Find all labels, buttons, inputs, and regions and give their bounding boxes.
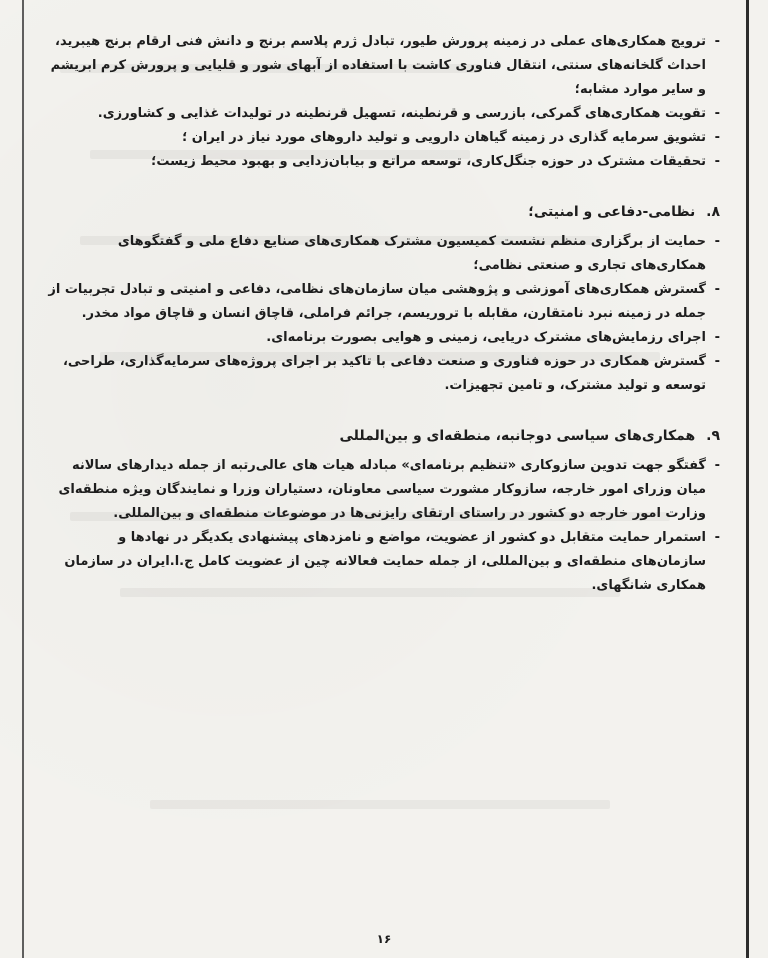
- bullet-dash: -: [714, 154, 720, 169]
- list-item-text: تقویت همکاری‌های گمرکی، بازرسی و قرنطینه، تسهیل قرنطینه در تولیدات غذایی و کشاورزی.: [97, 106, 706, 121]
- list-item: [40, 126, 720, 150]
- page-number: ۱۶: [376, 932, 392, 946]
- section-8-list: [40, 230, 720, 398]
- bullet-dash: -: [714, 530, 720, 545]
- bullet-dash: -: [714, 106, 720, 121]
- bullet-dash: -: [714, 282, 720, 297]
- list-item-text: حمایت از برگزاری منظم نشست کمیسیون مشترک همکاری‌های صنایع دفاع ملی و گفتگوهای همکاری‌های تجاری و صنعتی نظامی؛: [117, 234, 706, 273]
- bullet-dash: -: [714, 354, 720, 369]
- section-number: ۹.: [706, 428, 720, 444]
- right-margin-rule: [746, 0, 749, 958]
- list-item-text: اجرای رزمایش‌های مشترک دریایی، زمینی و هوایی بصورت برنامه‌ای.: [266, 330, 706, 345]
- bullet-dash: -: [714, 458, 720, 473]
- bleed-through-line: [150, 800, 610, 809]
- list-item: [40, 102, 720, 126]
- list-item-text: استمرار حمایت متقابل دو کشور از عضویت، مواضع و نامزدهای پیشنهادی یکدیگر در نهادها و سازمان‌های منطقه‌ای و بین‌المللی، از جمله حمایت فعالانه چین از عضویت کامل ج.ا.ایران در سازمان همکاری شانگهای.: [64, 530, 706, 593]
- list-item: [40, 526, 720, 598]
- section-number: ۸.: [706, 204, 720, 220]
- list-item: [40, 230, 720, 278]
- section-title: همکاری‌های سیاسی دوجانبه، منطقه‌ای و بین‌المللی: [339, 428, 696, 444]
- bullet-dash: -: [714, 234, 720, 249]
- list-item: [40, 30, 720, 102]
- list-item: [40, 278, 720, 326]
- list-item-text: ترویج همکاری‌های عملی در زمینه پرورش طیور، تبادل ژرم پلاسم برنج و دانش فنی ارقام برنج هیبرید، احداث گلخانه‌های سنتی، انتقال فناوری کاشت با استفاده از آبهای شور و قلیایی و پرورش کرم ابریشم و سایر موارد مشابه؛: [50, 34, 706, 97]
- document-body: [40, 30, 720, 598]
- section-heading-9: [40, 424, 720, 448]
- list-item: [40, 150, 720, 174]
- list-item: [40, 454, 720, 526]
- section-9-list: [40, 454, 720, 598]
- section-title: نظامی-دفاعی و امنیتی؛: [528, 204, 696, 220]
- left-margin-rule: [22, 0, 24, 958]
- list-item-text: گسترش همکاری در حوزه فناوری و صنعت دفاعی با تاکید بر اجرای پروژه‌های سرمایه‌گذاری، طراحی، توسعه و تولید مشترک، و تامین تجهیزات.: [62, 354, 706, 393]
- section-heading-8: [40, 200, 720, 224]
- bullet-dash: -: [714, 130, 720, 145]
- list-item-text: گفتگو جهت تدوین سازوکاری «تنظیم برنامه‌ای» مبادله هیات های عالی‌رتبه از جمله دیدارهای سالانه میان وزرای امور خارجه، سازوکار مشورت سیاسی معاونان، دستیاران وزرا و نمایندگان ویژه منطقه‌ای وزارت امور خارجه دو کشور در راستای ارتقای رایزنی‌ها در موضوعات منطقه‌ای و بین‌المللی.: [58, 458, 706, 521]
- list-item-text: تشویق سرمایه گذاری در زمینه گیاهان دارویی و تولید داروهای مورد نیاز در ایران ؛: [182, 130, 706, 145]
- bullet-dash: -: [714, 34, 720, 49]
- list-item: [40, 326, 720, 350]
- list-item: [40, 350, 720, 398]
- top-list: [40, 30, 720, 174]
- list-item-text: تحقیقات مشترک در حوزه جنگل‌کاری، توسعه مراتع و بیابان‌زدایی و بهبود محیط زیست؛: [151, 154, 706, 169]
- bullet-dash: -: [714, 330, 720, 345]
- list-item-text: گسترش همکاری‌های آموزشی و پژوهشی میان سازمان‌های نظامی، دفاعی و امنیتی و تبادل تجربیات از جمله در زمینه نبرد نامتقارن، مقابله با تروریسم، جرائم فراملی، قاچاق انسان و قاچاق مواد مخدر.: [48, 282, 706, 321]
